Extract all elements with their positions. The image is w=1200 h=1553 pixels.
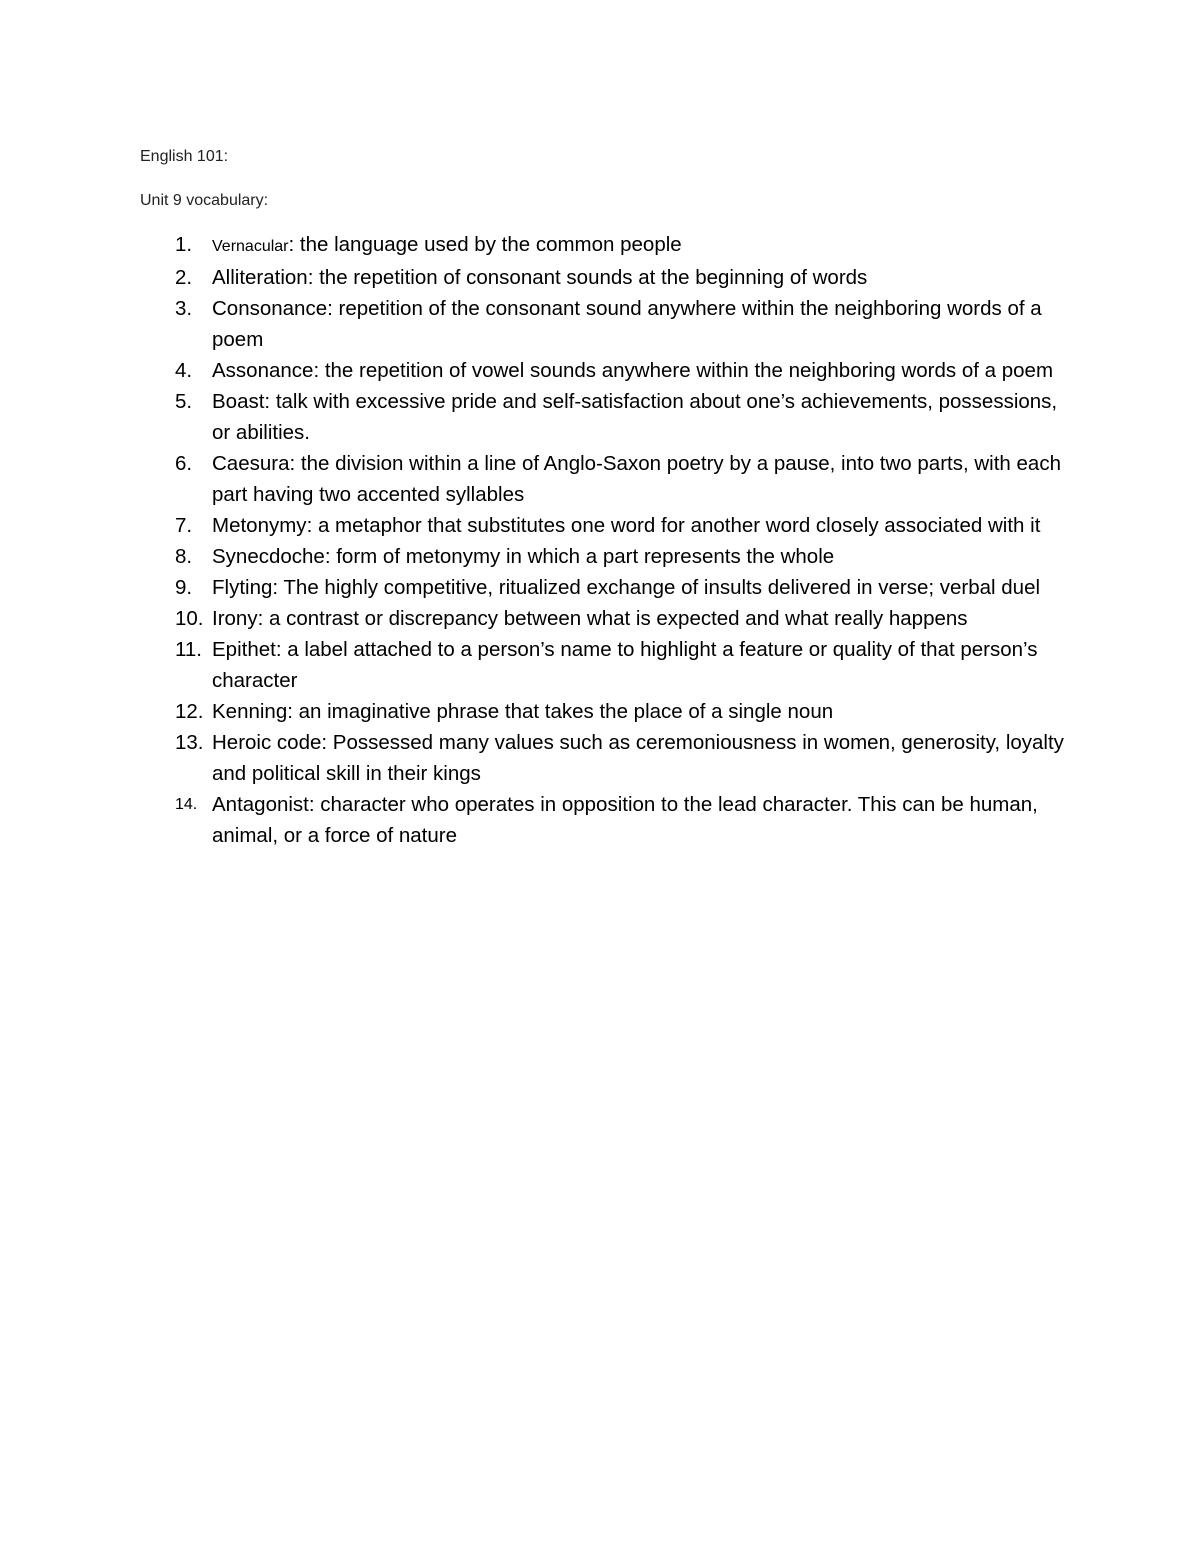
item-number: 13. <box>175 731 204 754</box>
item-term: Synecdoche <box>212 545 325 568</box>
list-item <box>140 355 1070 386</box>
item-text <box>212 572 1070 603</box>
item-definition: : a contrast or discrepancy between what is expected and what really happens <box>257 607 968 630</box>
item-term: Metonymy <box>212 514 307 537</box>
item-term: Irony <box>212 607 258 630</box>
item-term: Heroic code <box>212 731 322 754</box>
vocabulary-list <box>140 229 1070 851</box>
item-definition: : talk with excessive pride and self-satisfaction about one’s achievements, possessions, or abilities. <box>212 390 1058 444</box>
list-item <box>140 572 1070 603</box>
list-item <box>140 262 1070 293</box>
item-term: Assonance <box>212 359 314 382</box>
list-item <box>140 727 1070 789</box>
item-definition: : an imaginative phrase that takes the place of a single noun <box>287 700 834 723</box>
item-term: Caesura <box>212 452 290 475</box>
item-number: 14. <box>175 796 198 813</box>
item-number: 6. <box>175 452 193 475</box>
item-definition: : a label attached to a person’s name to highlight a feature or quality of that person’s character <box>212 638 1038 692</box>
item-definition: : character who operates in opposition to the lead character. This can be human, animal, or a force of nature <box>212 793 1038 847</box>
item-number: 10. <box>175 607 204 630</box>
list-item <box>140 789 1070 851</box>
item-definition: : a metaphor that substitutes one word for another word closely associated with it <box>306 514 1041 537</box>
unit-title: Unit 9 vocabulary: <box>140 192 269 209</box>
item-definition: : the division within a line of Anglo-Saxon poetry by a pause, into two parts, with each part having two accented syllables <box>212 452 1061 506</box>
list-item <box>140 229 1070 262</box>
item-term: Antagonist <box>212 793 309 816</box>
item-term: Boast <box>212 390 265 413</box>
item-text <box>212 541 1070 572</box>
item-number: 1. <box>175 233 193 256</box>
item-number: 4. <box>175 359 193 382</box>
item-term: Flyting <box>212 576 273 599</box>
item-definition: : the repetition of vowel sounds anywhere within the neighboring words of a poem <box>313 359 1054 382</box>
item-number: 12. <box>175 700 204 723</box>
list-item <box>140 634 1070 696</box>
item-number: 7. <box>175 514 193 537</box>
item-term: Alliteration <box>212 266 308 289</box>
item-text <box>212 262 1070 293</box>
item-text <box>212 355 1070 386</box>
item-definition: : form of metonymy in which a part represents the whole <box>324 545 835 568</box>
list-item <box>140 510 1070 541</box>
item-number: 3. <box>175 297 193 320</box>
item-term: Kenning <box>212 700 288 723</box>
item-text <box>212 229 1070 262</box>
item-number: 8. <box>175 545 193 568</box>
item-term: Epithet <box>212 638 276 661</box>
list-item <box>140 293 1070 355</box>
item-term: Consonance <box>212 297 328 320</box>
list-item <box>140 448 1070 510</box>
list-item <box>140 603 1070 634</box>
item-definition: : repetition of the consonant sound anywhere within the neighboring words of a poem <box>212 297 1042 351</box>
item-definition: : the language used by the common people <box>288 233 682 256</box>
item-definition: : The highly competitive, ritualized exchange of insults delivered in verse; verbal duel <box>272 576 1041 599</box>
item-term: Vernacular <box>212 238 289 255</box>
item-text <box>212 727 1070 789</box>
item-number: 5. <box>175 390 193 413</box>
list-item <box>140 386 1070 448</box>
item-text <box>212 789 1070 851</box>
item-definition: : Possessed many values such as ceremoniousness in women, generosity, loyalty and political skill in their kings <box>212 731 1064 785</box>
item-text <box>212 510 1070 541</box>
item-text <box>212 696 1070 727</box>
item-text <box>212 603 1070 634</box>
list-item <box>140 696 1070 727</box>
item-number: 9. <box>175 576 193 599</box>
item-text <box>212 293 1070 355</box>
item-definition: : the repetition of consonant sounds at the beginning of words <box>307 266 868 289</box>
list-item <box>140 541 1070 572</box>
item-text <box>212 386 1070 448</box>
item-text <box>212 448 1070 510</box>
item-number: 2. <box>175 266 193 289</box>
course-title: English 101: <box>140 148 229 165</box>
item-number: 11. <box>175 638 202 661</box>
item-text <box>212 634 1070 696</box>
